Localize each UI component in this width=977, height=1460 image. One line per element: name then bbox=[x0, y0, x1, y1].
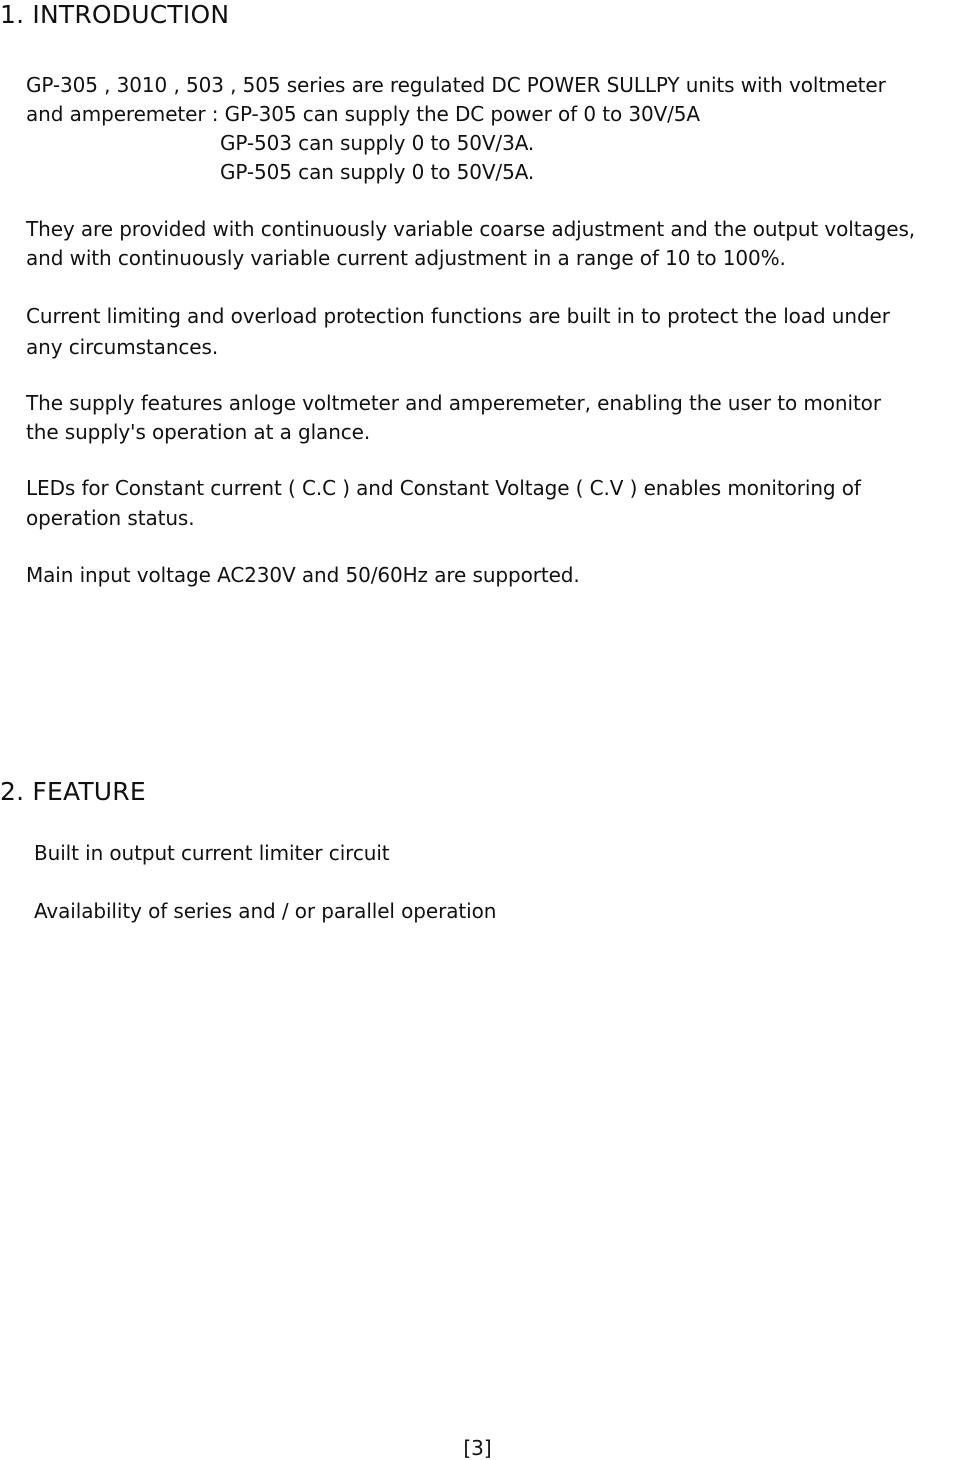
intro-p5-line2: operation status. bbox=[26, 506, 195, 530]
section-heading-introduction: 1. INTRODUCTION bbox=[0, 0, 230, 29]
page-number: [3] bbox=[463, 1436, 492, 1460]
intro-p1-line1: GP-305 , 3010 , 503 , 505 series are regulated DC POWER SULLPY units with voltmeter bbox=[26, 73, 886, 97]
section-heading-feature: 2. FEATURE bbox=[0, 777, 146, 806]
intro-p3-line1: Current limiting and overload protection functions are built in to protect the load under bbox=[26, 304, 890, 328]
intro-p4-line1: The supply features anloge voltmeter and amperemeter, enabling the user to monitor bbox=[26, 391, 881, 415]
intro-p2-line1: They are provided with continuously variable coarse adjustment and the output voltages, bbox=[26, 217, 916, 241]
intro-p5-line1: LEDs for Constant current ( C.C ) and Constant Voltage ( C.V ) enables monitoring of bbox=[26, 476, 861, 500]
intro-p1-line4: GP-505 can supply 0 to 50V/5A. bbox=[220, 160, 535, 184]
feature-item: Availability of series and / or parallel operation bbox=[34, 899, 497, 923]
intro-p1-line2: and amperemeter : GP-305 can supply the DC power of 0 to 30V/5A bbox=[26, 102, 701, 126]
intro-p4-line2: the supply's operation at a glance. bbox=[26, 420, 371, 444]
intro-p2-line2: and with continuously variable current adjustment in a range of 10 to 100%. bbox=[26, 246, 786, 270]
feature-item: Built in output current limiter circuit bbox=[34, 841, 390, 865]
intro-p3-line2: any circumstances. bbox=[26, 335, 219, 359]
intro-p1-line3: GP-503 can supply 0 to 50V/3A. bbox=[220, 131, 535, 155]
intro-p6-line1: Main input voltage AC230V and 50/60Hz are supported. bbox=[26, 563, 580, 587]
